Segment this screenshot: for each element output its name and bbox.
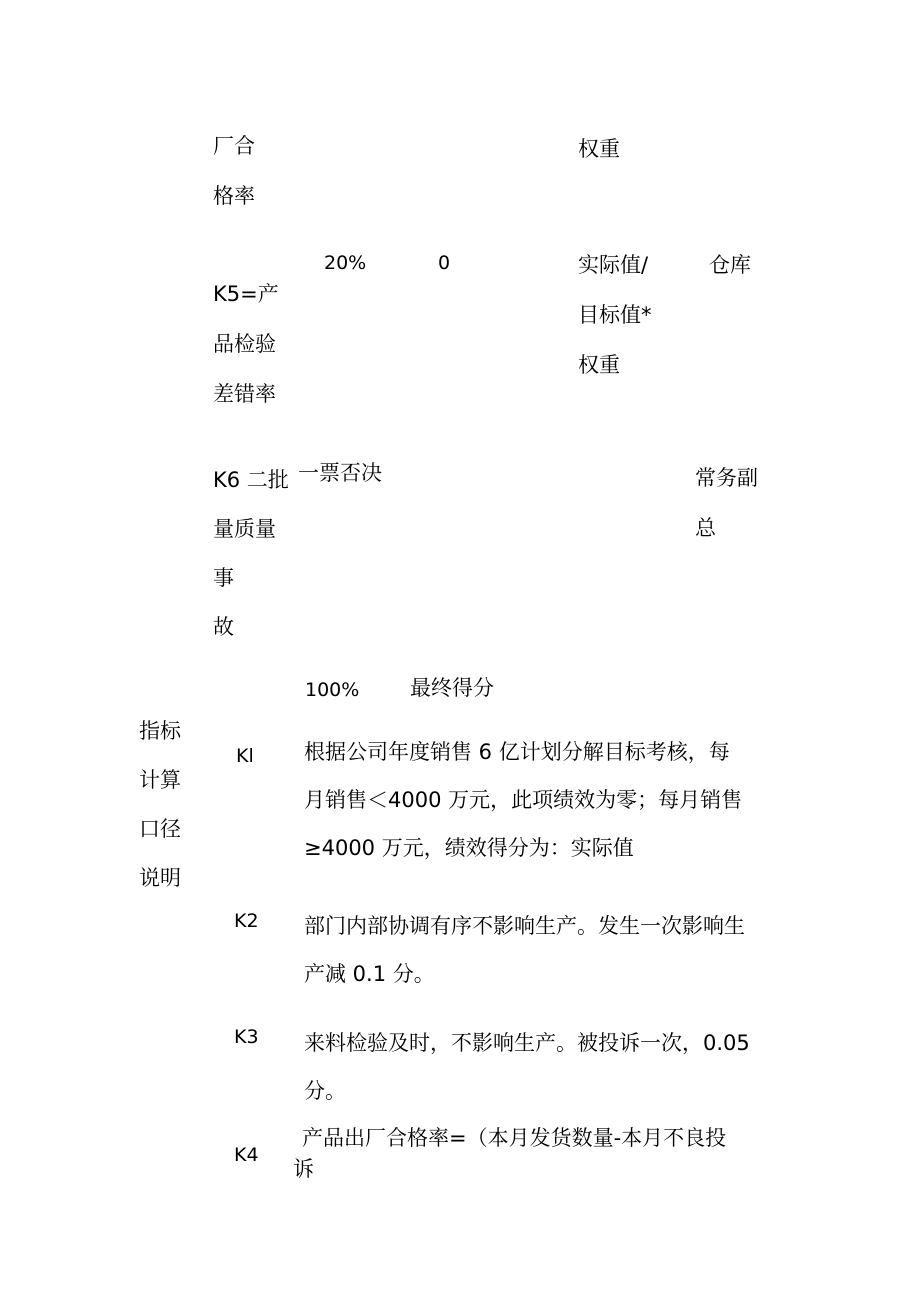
explanation-heading-line: 口径 xyxy=(139,817,181,841)
explanation-heading-line: 指标 xyxy=(139,719,181,743)
k5-name-line: K5=产 xyxy=(213,282,279,306)
k2-description-line: 产减 0.1 分。 xyxy=(304,962,435,986)
k1-description-line: 根据公司年度销售 6 亿计划分解目标考核，每 xyxy=(304,740,730,764)
k5-name-line: 差错率 xyxy=(213,382,276,406)
explanation-heading xyxy=(139,719,181,915)
k6-assessor-line: 常务副 xyxy=(695,466,758,490)
k5-name xyxy=(213,282,279,432)
k4-code: K4 xyxy=(234,1144,259,1166)
k6-name-line: 故 xyxy=(213,615,234,639)
k1-description-line: 月销售＜4000 万元，此项绩效为零；每月销售 xyxy=(304,788,743,812)
k4-name-line: 格率 xyxy=(213,184,255,208)
k6-assessor xyxy=(695,466,758,566)
k4-description-line: 产品出厂合格率=（本月发货数量-本月不良投 xyxy=(302,1126,727,1150)
k5-assessor: 仓库 xyxy=(709,253,751,277)
k5-floor: 0 xyxy=(438,252,451,274)
k6-name xyxy=(213,468,289,664)
k4-weight-text: 权重 xyxy=(578,137,620,161)
k5-weight: 20% xyxy=(324,252,367,274)
k4-description-line: 诉 xyxy=(293,1157,314,1181)
k5-formula-line: 目标值* xyxy=(578,303,652,327)
k5-name-line: 品检验 xyxy=(213,332,276,356)
k6-rule: 一票否决 xyxy=(298,461,382,485)
k4-name-line: 厂合 xyxy=(213,134,255,158)
k3-description-line: 分。 xyxy=(304,1079,346,1103)
k1-description-line: ≥4000 万元，绩效得分为：实际值 xyxy=(304,836,634,860)
k6-name-line: 量质量 xyxy=(213,517,276,541)
k3-description-line: 来料检验及时，不影响生产。被投诉一次，0.05 xyxy=(304,1031,750,1055)
k3-description xyxy=(304,1031,750,1127)
explanation-heading-line: 说明 xyxy=(139,866,181,890)
k6-name-line: K6 二批 xyxy=(213,468,289,492)
total-weight: 100% xyxy=(305,679,360,701)
k6-assessor-line: 总 xyxy=(695,516,716,540)
k1-code: Kl xyxy=(236,745,254,767)
k2-description-line: 部门内部协调有序不影响生产。发生一次影响生 xyxy=(304,914,745,938)
total-score-label: 最终得分 xyxy=(410,676,494,700)
k1-description xyxy=(304,740,742,884)
k5-formula-line: 实际值/ xyxy=(578,253,649,277)
k2-description xyxy=(304,914,745,1010)
k6-name-line: 事 xyxy=(213,566,234,590)
k5-formula xyxy=(578,253,652,403)
k4-name-tail xyxy=(213,134,255,234)
k2-code: K2 xyxy=(234,910,259,932)
k5-formula-line: 权重 xyxy=(578,353,620,377)
k3-code: K3 xyxy=(234,1026,259,1048)
explanation-heading-line: 计算 xyxy=(139,768,181,792)
